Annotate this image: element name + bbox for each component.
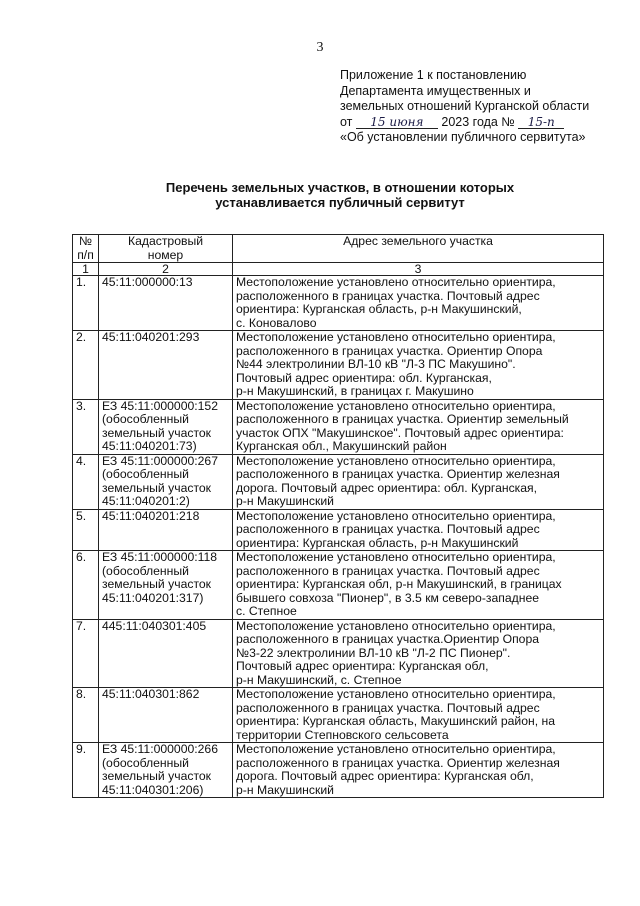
header-address: Адрес земельного участка [233,235,604,263]
row-number: 4. [73,454,99,509]
cadastral-number: 45:11:040201:218 [99,509,233,551]
table-row [73,276,604,331]
cadastral-number: 45:11:000000:13 [99,276,233,331]
row-number: 6. [73,551,99,620]
appendix-line-2: Департамента имущественных и [340,83,531,98]
plot-address: Местоположение установлено относительно ориентира, расположенного в границах участка. Ориентир железная дорога. Почтовый адрес ориентира: обл. Курганская, р-н Макушинский [233,454,604,509]
column-number: 1 [73,263,99,276]
plot-address: Местоположение установлено относительно ориентира, расположенного в границах участка. Ориентир земельный участок ОПХ "Макушинское". Почтовый адрес ориентира: Курганская обл., Макушинский район [233,399,604,454]
table-row [73,509,604,551]
row-number: 3. [73,399,99,454]
row-number: 2. [73,331,99,400]
plot-address: Местоположение установлено относительно ориентира, расположенного в границах участка.Ориентир Опора №3-22 электролинии ВЛ-10 кВ "Л-2 ПС Пионер". Почтовый адрес ориентира: Курганская обл, р-н Макушинский, с. Степное [233,619,604,688]
row-number: 5. [73,509,99,551]
table-header-row [73,235,604,263]
header-number: № п/п [73,235,99,263]
column-number-row [73,263,604,276]
appendix-header [340,68,630,146]
table-row [73,331,604,400]
cadastral-number: ЕЗ 45:11:000000:152 (обособленный земельный участок 45:11:040201:73) [99,399,233,454]
table-row [73,399,604,454]
plot-address: Местоположение установлено относительно ориентира, расположенного в границах участка. Почтовый адрес ориентира: Курганская область, р-н Макушинский [233,509,604,551]
appendix-line-3: земельных отношений Курганской области [340,99,590,113]
handwritten-number: 15-п [518,116,564,129]
row-number: 7. [73,619,99,688]
header-cadastral: Кадастровый номер [99,235,233,263]
cadastral-number: ЕЗ 45:11:000000:267 (обособленный земельный участок 45:11:040201:2) [99,454,233,509]
appendix-date-prefix: от [340,114,353,129]
cadastral-number: ЕЗ 45:11:000000:118 (обособленный земельный участок 45:11:040201:317) [99,551,233,620]
appendix-line-1: Приложение 1 к постановлению [340,68,527,82]
plot-address: Местоположение установлено относительно ориентира, расположенного в границах участка. Ориентир Опора №44 электролинии ВЛ-10 кВ "Л-3 ПС Макушино". Почтовый адрес ориентира: обл. Курганская, р-н Макушинский, в границах г. Макушино [233,331,604,400]
appendix-year-label: 2023 года № [441,114,515,129]
column-number: 3 [233,263,604,276]
appendix-line-5: «Об установлении публичного сервитута» [340,130,586,144]
appendix-line-4 [340,115,630,131]
row-number: 9. [73,743,99,798]
title-line-2: устанавливается публичный сервитут [215,195,465,210]
title-line-1: Перечень земельных участков, в отношении которых [165,180,515,195]
table-row [73,743,604,798]
cadastral-number: 445:11:040301:405 [99,619,233,688]
document-title [120,180,560,210]
plot-address: Местоположение установлено относительно ориентира, расположенного в границах участка. Почтовый адрес ориентира: Курганская обл, р-н Макушинский, в границах бывшего совхоза "Пионер", в 3.5 км северо-западнее с. Степное [233,551,604,620]
cadastral-number: ЕЗ 45:11:000000:266 (обособленный земельный участок 45:11:040301:206) [99,743,233,798]
table-row [73,688,604,743]
row-number: 1. [73,276,99,331]
land-plots-table [72,234,604,798]
page-number: 3 [316,40,324,55]
table-row [73,454,604,509]
row-number: 8. [73,688,99,743]
column-number: 2 [99,263,233,276]
table-row [73,619,604,688]
plot-address: Местоположение установлено относительно ориентира, расположенного в границах участка. Почтовый адрес ориентира: Курганская область, Макушинский район, на территории Степновского сельсовета [233,688,604,743]
table-body [73,276,604,798]
cadastral-number: 45:11:040201:293 [99,331,233,400]
cadastral-number: 45:11:040301:862 [99,688,233,743]
handwritten-date: 15 июня [356,116,438,129]
table-row [73,551,604,620]
plot-address: Местоположение установлено относительно ориентира, расположенного в границах участка. Ориентир железная дорога. Почтовый адрес ориентира: Курганская обл, р-н Макушинский [233,743,604,798]
plot-address: Местоположение установлено относительно ориентира, расположенного в границах участка. Почтовый адрес ориентира: Курганская область, р-н Макушинский, с. Коновалово [233,276,604,331]
